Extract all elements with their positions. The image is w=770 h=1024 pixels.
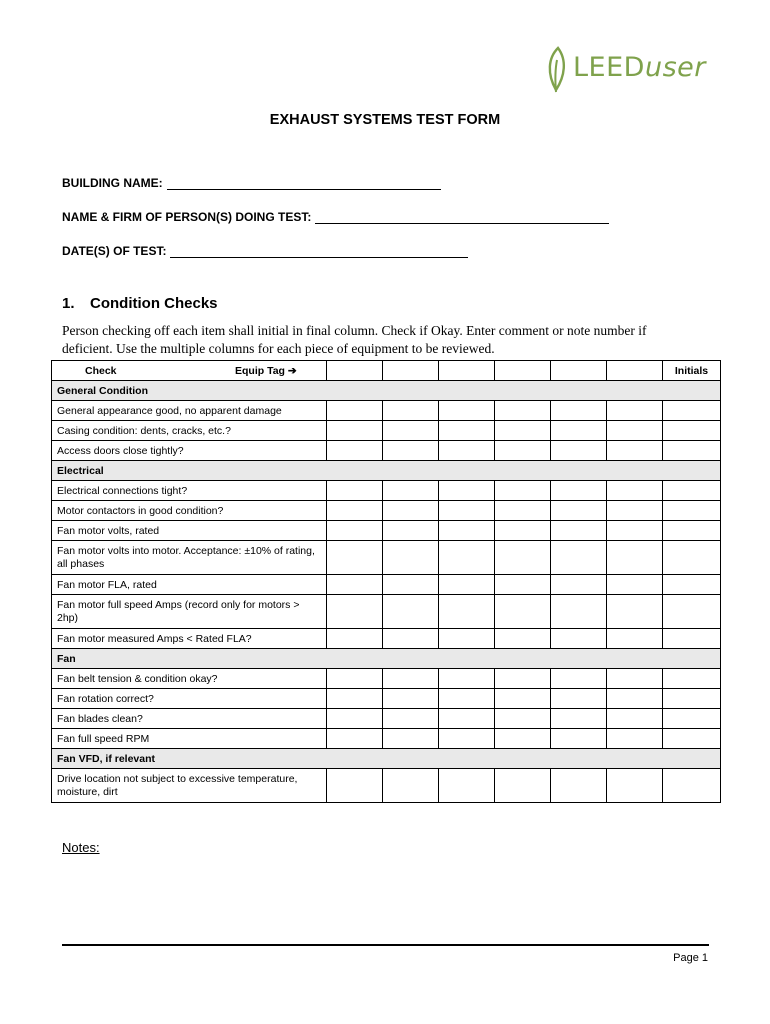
equip-tag-input[interactable] — [607, 361, 663, 381]
header-check-cell — [52, 361, 327, 381]
equipment-check-cell[interactable] — [383, 769, 439, 803]
equipment-check-cell[interactable] — [439, 421, 495, 441]
equipment-check-cell[interactable] — [383, 709, 439, 729]
equipment-check-cell[interactable] — [327, 595, 383, 629]
footer-divider — [62, 944, 709, 946]
equipment-check-cell[interactable] — [439, 521, 495, 541]
initials-cell[interactable] — [663, 521, 721, 541]
equipment-check-cell[interactable] — [551, 575, 607, 595]
check-item-label: Fan motor volts, rated — [52, 521, 327, 541]
equipment-check-cell[interactable] — [439, 441, 495, 461]
equipment-check-cell[interactable] — [327, 709, 383, 729]
equipment-check-cell[interactable] — [607, 769, 663, 803]
equipment-check-cell[interactable] — [383, 575, 439, 595]
equipment-check-cell[interactable] — [607, 401, 663, 421]
tester-name-line[interactable] — [315, 211, 609, 224]
table-row — [52, 421, 721, 441]
initials-cell[interactable] — [663, 689, 721, 709]
section-heading — [62, 295, 218, 312]
equipment-check-cell[interactable] — [607, 521, 663, 541]
equipment-check-cell[interactable] — [495, 669, 551, 689]
check-item-label: Electrical connections tight? — [52, 481, 327, 501]
equipment-check-cell[interactable] — [551, 769, 607, 803]
logo-wordmark — [573, 52, 706, 83]
check-item-label: Fan motor volts into motor. Acceptance: ±10% of rating, all phases — [52, 541, 327, 575]
group-title: Fan — [52, 649, 721, 669]
leeduser-logo — [545, 44, 715, 98]
check-item-label: General appearance good, no apparent damage — [52, 401, 327, 421]
group-title: Electrical — [52, 461, 721, 481]
equipment-check-cell[interactable] — [495, 729, 551, 749]
table-row — [52, 689, 721, 709]
equipment-check-cell[interactable] — [607, 595, 663, 629]
equipment-check-cell[interactable] — [439, 669, 495, 689]
equipment-check-cell[interactable] — [551, 729, 607, 749]
equipment-check-cell[interactable] — [607, 669, 663, 689]
header-equip-tag-label: Equip Tag ➔ — [235, 364, 297, 377]
condition-checks-table — [51, 360, 721, 803]
equipment-check-cell[interactable] — [327, 401, 383, 421]
equipment-check-cell[interactable] — [327, 441, 383, 461]
initials-cell[interactable] — [663, 481, 721, 501]
equipment-check-cell[interactable] — [327, 481, 383, 501]
group-header-row — [52, 649, 721, 669]
equipment-check-cell[interactable] — [607, 689, 663, 709]
test-date-field[interactable] — [62, 244, 468, 258]
equipment-check-cell[interactable] — [439, 575, 495, 595]
equipment-check-cell[interactable] — [495, 421, 551, 441]
equipment-check-cell[interactable] — [439, 769, 495, 803]
equip-tag-input[interactable] — [327, 361, 383, 381]
test-date-line[interactable] — [170, 245, 468, 258]
table-row — [52, 521, 721, 541]
equipment-check-cell[interactable] — [383, 669, 439, 689]
equipment-check-cell[interactable] — [327, 629, 383, 649]
equipment-check-cell[interactable] — [495, 689, 551, 709]
equipment-check-cell[interactable] — [327, 541, 383, 575]
table-row — [52, 769, 721, 803]
equipment-check-cell[interactable] — [607, 541, 663, 575]
equipment-check-cell[interactable] — [551, 689, 607, 709]
equipment-check-cell[interactable] — [551, 709, 607, 729]
test-date-label: DATE(S) OF TEST: — [62, 244, 167, 258]
equipment-check-cell[interactable] — [383, 421, 439, 441]
equipment-check-cell[interactable] — [607, 629, 663, 649]
group-header-row — [52, 461, 721, 481]
check-item-label: Fan belt tension & condition okay? — [52, 669, 327, 689]
building-name-label: BUILDING NAME: — [62, 176, 163, 190]
equipment-check-cell[interactable] — [607, 421, 663, 441]
equipment-check-cell[interactable] — [495, 401, 551, 421]
check-item-label: Fan blades clean? — [52, 709, 327, 729]
initials-cell[interactable] — [663, 729, 721, 749]
equipment-check-cell[interactable] — [439, 481, 495, 501]
check-item-label: Fan motor measured Amps < Rated FLA? — [52, 629, 327, 649]
equip-tag-input[interactable] — [551, 361, 607, 381]
initials-cell[interactable] — [663, 575, 721, 595]
equipment-check-cell[interactable] — [551, 441, 607, 461]
equipment-check-cell[interactable] — [383, 541, 439, 575]
equipment-check-cell[interactable] — [327, 669, 383, 689]
equipment-check-cell[interactable] — [551, 629, 607, 649]
equipment-check-cell[interactable] — [551, 669, 607, 689]
equip-tag-input[interactable] — [439, 361, 495, 381]
check-item-label: Casing condition: dents, cracks, etc.? — [52, 421, 327, 441]
equip-tag-input[interactable] — [495, 361, 551, 381]
group-title: Fan VFD, if relevant — [52, 749, 721, 769]
check-item-label: Fan rotation correct? — [52, 689, 327, 709]
equip-tag-input[interactable] — [383, 361, 439, 381]
check-item-label: Motor contactors in good condition? — [52, 501, 327, 521]
table-header-row — [52, 361, 721, 381]
equipment-check-cell[interactable] — [383, 501, 439, 521]
equipment-check-cell[interactable] — [551, 421, 607, 441]
equipment-check-cell[interactable] — [551, 401, 607, 421]
equipment-check-cell[interactable] — [495, 575, 551, 595]
equipment-check-cell[interactable] — [327, 521, 383, 541]
equipment-check-cell[interactable] — [439, 689, 495, 709]
equipment-check-cell[interactable] — [383, 689, 439, 709]
equipment-check-cell[interactable] — [383, 441, 439, 461]
table-row — [52, 541, 721, 575]
equipment-check-cell[interactable] — [495, 629, 551, 649]
equipment-check-cell[interactable] — [439, 629, 495, 649]
initials-cell[interactable] — [663, 541, 721, 575]
check-item-label: Drive location not subject to excessive temperature, moisture, dirt — [52, 769, 327, 803]
equipment-check-cell[interactable] — [495, 709, 551, 729]
equipment-check-cell[interactable] — [383, 729, 439, 749]
equipment-check-cell[interactable] — [551, 481, 607, 501]
equipment-check-cell[interactable] — [439, 401, 495, 421]
equipment-check-cell[interactable] — [495, 441, 551, 461]
equipment-check-cell[interactable] — [551, 541, 607, 575]
header-check-label: Check — [85, 364, 117, 377]
form-title: EXHAUST SYSTEMS TEST FORM — [269, 112, 501, 128]
equipment-check-cell[interactable] — [327, 575, 383, 595]
equipment-check-cell[interactable] — [607, 575, 663, 595]
initials-cell[interactable] — [663, 669, 721, 689]
equipment-check-cell[interactable] — [607, 501, 663, 521]
initials-cell[interactable] — [663, 769, 721, 803]
equipment-check-cell[interactable] — [383, 629, 439, 649]
section-instructions: Person checking off each item shall initial in final column. Check if Okay. Enter comment or note number if deficient. Use the multiple columns for each piece of equipment to be reviewed. — [62, 323, 647, 356]
building-name-field[interactable] — [62, 176, 441, 190]
equipment-check-cell[interactable] — [495, 501, 551, 521]
initials-cell[interactable] — [663, 501, 721, 521]
initials-cell[interactable] — [663, 709, 721, 729]
equipment-check-cell[interactable] — [495, 769, 551, 803]
equipment-check-cell[interactable] — [327, 501, 383, 521]
equipment-check-cell[interactable] — [327, 729, 383, 749]
building-name-line[interactable] — [167, 177, 441, 190]
equipment-check-cell[interactable] — [495, 541, 551, 575]
table-row — [52, 481, 721, 501]
equipment-check-cell[interactable] — [551, 521, 607, 541]
tester-name-label: NAME & FIRM OF PERSON(S) DOING TEST: — [62, 210, 312, 224]
check-item-label: Fan motor FLA, rated — [52, 575, 327, 595]
equipment-check-cell[interactable] — [439, 729, 495, 749]
equipment-check-cell[interactable] — [607, 709, 663, 729]
table-row — [52, 669, 721, 689]
equipment-check-cell[interactable] — [383, 401, 439, 421]
page-number: Page 1 — [673, 952, 708, 964]
equipment-check-cell[interactable] — [607, 441, 663, 461]
initials-cell[interactable] — [663, 421, 721, 441]
section-title: Condition Checks — [90, 295, 218, 312]
table-row — [52, 709, 721, 729]
equipment-check-cell[interactable] — [439, 709, 495, 729]
equipment-check-cell[interactable] — [439, 541, 495, 575]
equipment-check-cell[interactable] — [439, 595, 495, 629]
table-row — [52, 729, 721, 749]
equipment-check-cell[interactable] — [495, 595, 551, 629]
equipment-check-cell[interactable] — [383, 521, 439, 541]
equipment-check-cell[interactable] — [327, 769, 383, 803]
equipment-check-cell[interactable] — [495, 521, 551, 541]
equipment-check-cell[interactable] — [607, 481, 663, 501]
equipment-check-cell[interactable] — [551, 595, 607, 629]
leaf-icon — [545, 46, 571, 96]
check-item-label: Fan motor full speed Amps (record only for motors > 2hp) — [52, 595, 327, 629]
logo-brand-italic: user — [644, 52, 706, 83]
equipment-check-cell[interactable] — [383, 595, 439, 629]
tester-name-field[interactable] — [62, 210, 609, 224]
check-item-label: Fan full speed RPM — [52, 729, 327, 749]
table-row — [52, 401, 721, 421]
equipment-check-cell[interactable] — [383, 481, 439, 501]
header-initials-label: Initials — [663, 361, 721, 381]
equipment-check-cell[interactable] — [607, 729, 663, 749]
equipment-check-cell[interactable] — [551, 501, 607, 521]
section-number: 1. — [62, 295, 75, 312]
group-header-row — [52, 749, 721, 769]
initials-cell[interactable] — [663, 441, 721, 461]
table-row — [52, 629, 721, 649]
table-row — [52, 575, 721, 595]
initials-cell[interactable] — [663, 401, 721, 421]
initials-cell[interactable] — [663, 595, 721, 629]
table-row — [52, 595, 721, 629]
logo-brand-main: LEED — [573, 52, 645, 83]
equipment-check-cell[interactable] — [327, 421, 383, 441]
group-title: General Condition — [52, 381, 721, 401]
table-row — [52, 441, 721, 461]
initials-cell[interactable] — [663, 629, 721, 649]
check-item-label: Access doors close tightly? — [52, 441, 327, 461]
notes-label: Notes: — [62, 840, 100, 855]
equipment-check-cell[interactable] — [495, 481, 551, 501]
equipment-check-cell[interactable] — [327, 689, 383, 709]
table-row — [52, 501, 721, 521]
group-header-row — [52, 381, 721, 401]
equipment-check-cell[interactable] — [439, 501, 495, 521]
